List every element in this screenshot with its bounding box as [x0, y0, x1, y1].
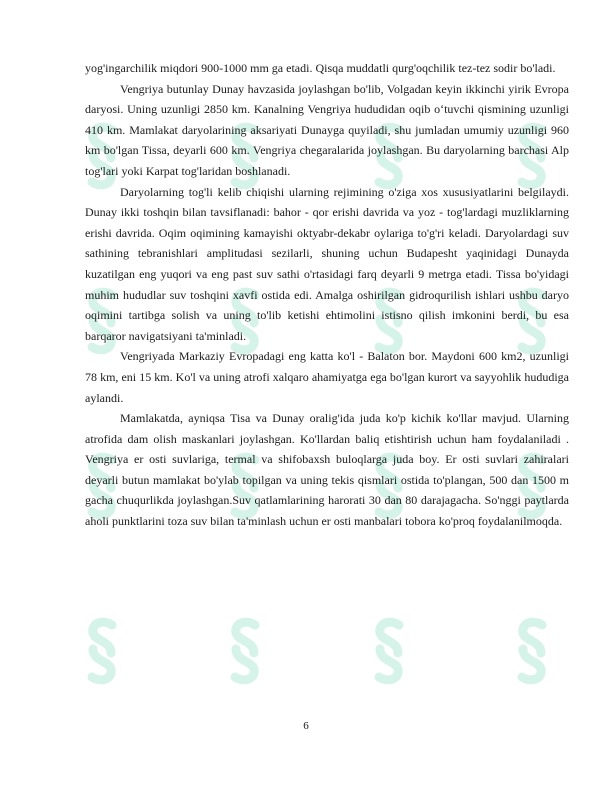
paragraph-danube-rivers: Vengriya butunlay Dunay havzasida joylashgan bo'lib, Volgadan keyin ikkinchi yirik Evropa daryosi. Uning uzunligi 2850 km. Kanalning Vengriya hududidan oqib oʻtuvchi qismining uzunligi 410 km. Mamlakat daryolarining aksariyati Dunayga quyiladi, shu jumladan umumiy uzunligi 960 km bo'lgan Tissa, deyarli 600 km. Vengriya chegaralarida joylashgan. Bu daryolarning barchasi Alp tog'lari yoki Karpat tog'laridan boshlanadi. — [85, 81, 569, 178]
body-text — [85, 58, 569, 532]
paragraph-river-regime: Daryolarning tog'li kelib chiqishi ularning rejimining o'ziga xos xususiyatlarini belgilaydi. Dunay ikki toshqin bilan tavsiflanadi: bahor - qor erishi davrida va yoz - tog'lardagi muzliklarning erishi davrida. Oqim oqimining kamayishi oktyabr-dekabr oylariga to'g'ri keladi. Daryolardagi suv sathining tebranishlari amplitudasi sezilarli, shuning uchun Budapesht yaqinidagi Dunayda kuzatilgan eng yuqori va eng past suv sathi o'rtasidagi farq deyarli 9 metrga etadi. Tissa bo'yidagi muhim hududlar suv toshqini xavfi ostida edi. Amalga oshirilgan gidroqurilish ishlari ushbu daryo oqimini tartibga solish va uning to'lib ketishi ehtimolini istisno qilish imkonini berdi, bu esa barqaror navigatsiyani ta'minladi. — [85, 184, 569, 343]
paragraph-small-lakes-groundwater: Mamlakatda, ayniqsa Tisa va Dunay oralig'ida juda ko'p kichik ko'llar mavjud. Ularning atrofida dam olish maskanlari joylashgan. Ko'llardan baliq etishtirish uchun ham foydalaniladi . Vengriya er osti suvlariga, termal va shifobaxsh buloqlarga juda boy. Er osti suvlari zahiralari deyarli butun mamlakat bo'ylab topilgan va uning tekis qismlari ostida to'plangan, 500 dan 1500 m gacha chuqurlikda joylashgan.Suv qatlamlarining harorati 30 dan 80 darajagacha. So'nggi paytlarda aholi punktlarini toza suv bilan ta'minlash uchun er osti manbalari tobora ko'proq foydalanilmoqda. — [85, 411, 569, 529]
paragraph-balaton-lake: Vengriyada Markaziy Evropadagi eng katta ko'l - Balaton bor. Maydoni 600 km2, uzunligi 78 km, eni 15 km. Ko'l va uning atrofi xalqaro ahamiyatga ega bo'lgan kurort va sayyohlik hududiga aylandi. — [85, 349, 569, 405]
watermark-icon — [372, 615, 406, 687]
watermark-icon — [515, 615, 549, 687]
paragraph-continued: yog'ingarchilik miqdori 900-1000 mm ga etadi. Qisqa muddatli qurg'oqchilik tez-tez sodir bo'ladi. — [85, 61, 556, 75]
watermark-icon — [85, 615, 119, 687]
page-number: 6 — [303, 720, 309, 732]
watermark-icon — [228, 615, 262, 687]
